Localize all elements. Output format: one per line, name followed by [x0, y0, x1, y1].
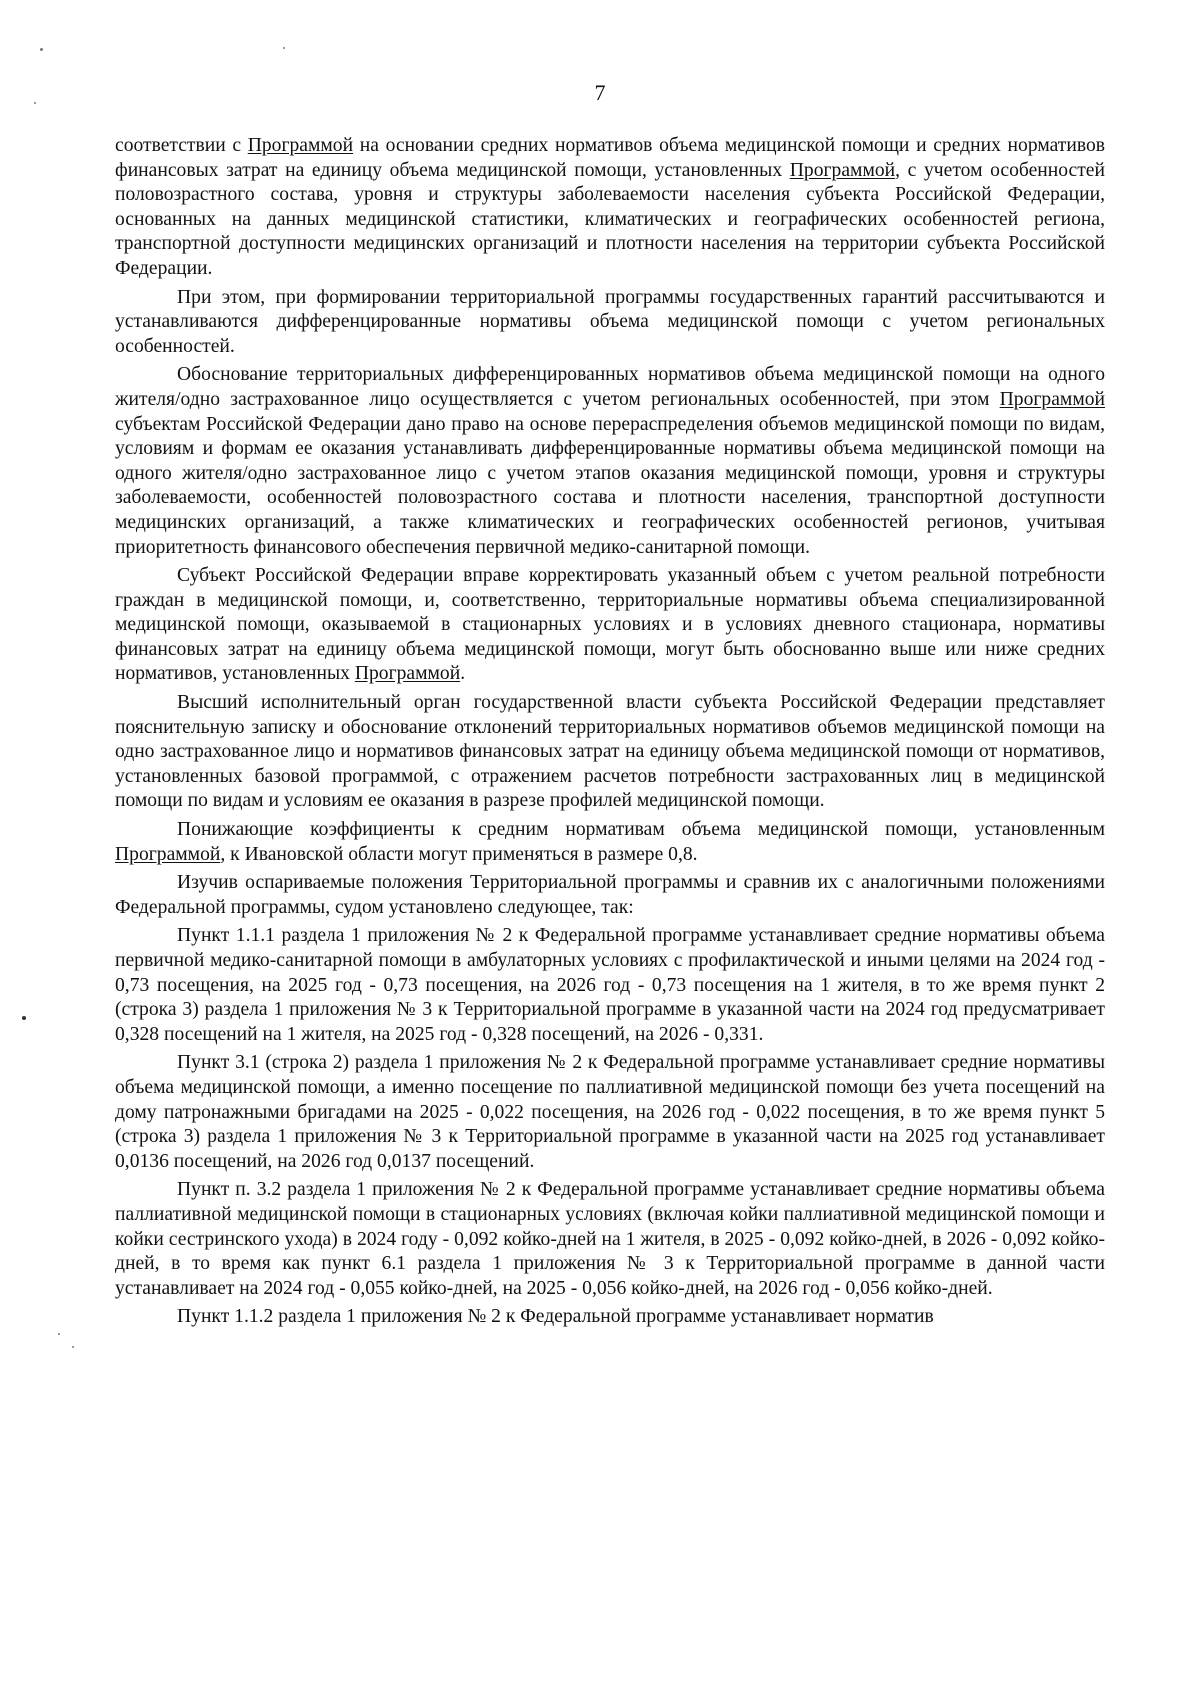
paragraph-text: .: [460, 663, 466, 685]
program-link[interactable]: Программой: [354, 663, 461, 685]
paragraph-p7: [115, 871, 1105, 920]
page-number: 7: [594, 80, 606, 105]
scan-speck: [72, 1346, 74, 1348]
paragraph-p10: [115, 1178, 1105, 1301]
paragraph-text: Пункт 1.1.1 раздела 1 приложения № 2 к Федеральной программе устанавливает средние нормативы объема первичной медико-санитарной помощи в амбулаторных условиях с профилактической и иными целями на 2024 год - 0,73 посещения, на 2025 год - 0,73 посещения, на 2026 год - 0,73 посещения на 1 жителя, в то же время пункт 2 (строка 3) раздела 1 приложения № 3 к Территориальной программе в указанной части на 2024 год предусматривает 0,328 посещений на 1 жителя, на 2025 год - 0,328 посещений, на 2026 - 0,331.: [115, 925, 1105, 1045]
scan-speck: [22, 1016, 26, 1020]
paragraph-text: на основании средних нормативов объема медицинской помощи и средних нормативов финансовых затрат на единицу объема медицинской помощи, установленных: [115, 135, 1105, 181]
scan-speck: [58, 1333, 60, 1335]
paragraph-p1: [115, 134, 1105, 282]
paragraph-p8: [115, 924, 1105, 1047]
paragraph-text: субъектам Российской Федерации дано право на основе перераспределения объемов медицинской помощи по видам, условиям и формам ее оказания устанавливать дифференцированные нормативы объема медицинской помощи на одного жителя/одно застрахованное лицо с учетом этапов оказания медицинской помощи, уровня и структуры заболеваемости, особенностей половозрастного состава и плотности населения, транспортной доступности медицинских организаций, а также климатических и географических особенностей регионов, учитывая приоритетность финансового обеспечения первичной медико-санитарной помощи.: [115, 413, 1105, 558]
paragraph-p11: [115, 1305, 1105, 1330]
paragraph-text: , к Ивановской области могут применяться в размере 0,8.: [220, 843, 698, 865]
paragraph-text: Понижающие коэффициенты к средним нормативам объема медицинской помощи, установленным: [177, 819, 1105, 841]
paragraph-p2: [115, 286, 1105, 360]
paragraph-text: Обоснование территориальных дифференцированных нормативов объема медицинской помощи на одного жителя/одно застрахованное лицо осуществляется с учетом региональных особенностей, при этом: [115, 364, 1105, 410]
paragraph-text: Субъект Российской Федерации вправе корректировать указанный объем с учетом реальной потребности граждан в медицинской помощи, и, соответственно, территориальные нормативы объема специализированной медицинской помощи, оказываемой в стационарных условиях и в условиях дневного стационара, нормативы финансовых затрат на единицу объема медицинской помощи, могут быть обоснованно выше или ниже средних нормативов, установленных: [115, 565, 1105, 685]
paragraph-text: Высший исполнительный орган государственной власти субъекта Российской Федерации представляет пояснительную записку и обоснование отклонений территориальных нормативов объемов медицинской помощи на одно застрахованное лицо и нормативов финансовых затрат на единицу объема медицинской помощи от нормативов, установленных базовой программой, с отражением расчетов потребности застрахованных лиц в медицинской помощи по видам и условиям ее оказания в разрезе профилей медицинской помощи.: [115, 692, 1105, 812]
paragraph-p9: [115, 1051, 1105, 1174]
paragraph-p3: [115, 363, 1105, 560]
paragraph-text: Пункт п. 3.2 раздела 1 приложения № 2 к Федеральной программе устанавливает средние нормативы объема паллиативной медицинской помощи в стационарных условиях (включая койки паллиативной медицинской помощи и койки сестринского ухода) в 2024 году - 0,092 койко-дней на 1 жителя, в 2025 - 0,092 койко-дней, в 2026 - 0,092 койко-дней, в то время как пункт 6.1 раздела 1 приложения № 3 к Территориальной программе в данной части устанавливает на 2024 год - 0,055 койко-дней, на 2025 - 0,056 койко-дней, на 2026 год - 0,056 койко-дней.: [115, 1179, 1105, 1299]
paragraph-p6: [115, 818, 1105, 867]
paragraph-text: При этом, при формировании территориальной программы государственных гарантий рассчитываются и устанавливаются дифференцированные нормативы объема медицинской помощи с учетом региональных особенностей.: [115, 286, 1105, 357]
paragraph-text: , с учетом особенностей половозрастного состава, уровня и структуры заболеваемости населения субъекта Российской Федерации, основанных на данных медицинской статистики, климатических и географических особенностей региона, транспортной доступности медицинских организаций и плотности населения на территории субъекта Российской Федерации.: [115, 159, 1105, 279]
paragraph-text: Изучив оспариваемые положения Территориальной программы и сравнив их с аналогичными положениями Федеральной программы, судом установлено следующее, так:: [115, 872, 1105, 918]
program-link[interactable]: Программой: [115, 843, 221, 865]
program-link[interactable]: Программой: [999, 388, 1105, 410]
program-link[interactable]: Программой: [789, 159, 896, 181]
paragraph-text: соответствии с: [115, 135, 248, 156]
paragraph-p4: [115, 564, 1105, 687]
scan-speck: [34, 102, 36, 104]
paragraph-text: Пункт 3.1 (строка 2) раздела 1 приложения № 2 к Федеральной программе устанавливает средние нормативы объема медицинской помощи, а именно посещение по паллиативной медицинской помощи без учета посещений на дому патронажными бригадами на 2025 - 0,022 посещения, на 2026 год - 0,022 посещения, в то же время пункт 5 (строка 3) раздела 1 приложения № 3 к Территориальной программе в указанной части на 2025 год устанавливает 0,0136 посещений, на 2026 год 0,0137 посещений.: [115, 1052, 1105, 1172]
scan-speck: [40, 48, 43, 51]
document-body: [115, 134, 1105, 1330]
paragraph-p5: [115, 691, 1105, 814]
program-link[interactable]: Программой: [247, 135, 354, 156]
scan-speck: [283, 47, 285, 49]
paragraph-text: Пункт 1.1.2 раздела 1 приложения № 2 к Федеральной программе устанавливает норматив: [177, 1306, 934, 1328]
